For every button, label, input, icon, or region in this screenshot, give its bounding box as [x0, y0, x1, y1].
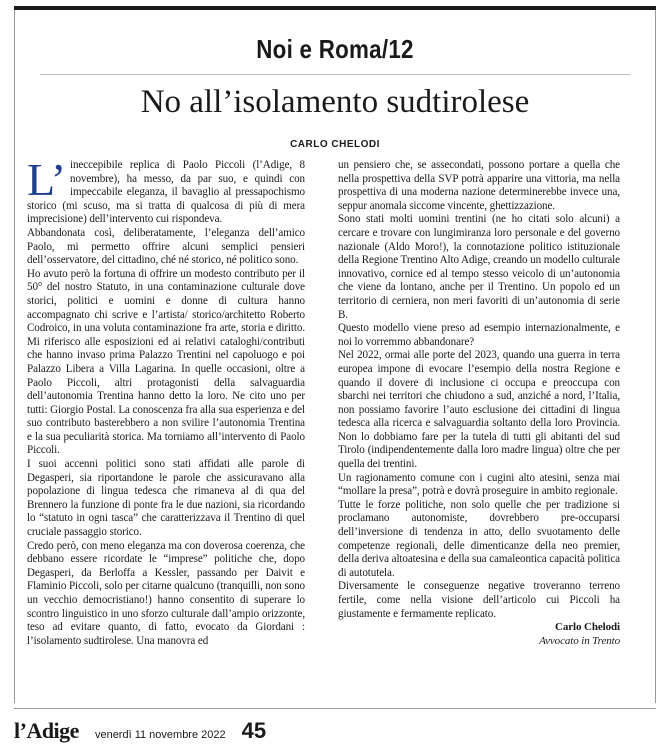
drop-cap: L’	[27, 154, 66, 205]
paragraph-text: ineccepibile replica di Paolo Piccoli (l’Adige, 8 novembre), ha messo, da par suo, e quindi con impeccabile eleganza, il bavaglio al pressapochismo storico (mi scuso, ma si tratta di qualcosa di più di mera imprecisione) dell’intervento cui rispondeva.	[27, 159, 305, 226]
author-role: Avvocato in Trento	[539, 634, 620, 647]
paragraph: Diversamente le conseguenze negative troveranno terreno fertile, come nella visione dell’articolo cui Piccoli ha giustamente e fermamente replicato.	[338, 580, 620, 620]
paragraph: Un ragionamento comune con i cugini alto atesini, senza mai “mollare la presa”, potrà e dovrà proseguire in ambito regionale.	[338, 471, 620, 498]
page-number: 45	[241, 718, 267, 743]
byline: CARLO CHELODI	[290, 139, 380, 150]
section-kicker: Noi e Roma/12	[256, 34, 414, 64]
paragraph: Tutte le forze politiche, non solo quelle che per tradizione si proclamano autonomiste, dovrebbero pre-occuparsi dell’inversione di tendenza in atto, dello svuotamento delle competenze regionali, delle dimenticanze della neo premier, della deriva altoatesina e della sua camaleontica capacità politica di autotutela.	[338, 498, 620, 579]
issue-date: venerdì 11 novembre 2022	[94, 729, 226, 741]
paragraph: Credo però, con meno eleganza ma con doverosa coerenza, che debbano essere ricordate le “imprese” politiche che, dopo Degasperi, da Berloffa a Kessler, passando per Daivit e Flaminio Piccoli, solo per citarne qualcuno (tranquilli, non sono un vecchio democristiano!) hanno consentito di superare lo scontro linguistico in uno sforzo culturale dall’ampio orizzonte, teso ad evitare quanto, di fatto, evocato da Giordani : l’isolamento sudtirolese. Una manovra ed	[27, 539, 305, 647]
paragraph	[27, 154, 305, 227]
article-column-left	[27, 154, 305, 648]
footer-rule	[14, 708, 656, 709]
paragraph: I suoi accenni politici sono stati affidati alle parole di Degasperi, sia riportandone le parole che assicuravano alla popolazione di lingua tedesca che rimaneva al di qua del Brennero la funzione di ponte fra le due nazioni, sia ricordando lo “statuto in ogni tasca” che caratterizzava il Trentino di quel cruciale passaggio storico.	[27, 458, 305, 539]
paragraph: Abbandonata così, deliberatamente, l’eleganza dell’amico Paolo, mi permetto offrire alcuni semplici pensieri dell’osservatore, del cittadino, ché né storico, né politico sono.	[27, 226, 305, 267]
paragraph: Questo modello viene preso ad esempio internazionalmente, e noi lo vorremmo abbandonare?	[338, 322, 620, 348]
kicker-divider	[40, 74, 630, 75]
paragraph: Ho avuto però la fortuna di offrire un modesto contributo per il 50° del nostro Statuto, in una contaminazione culturale dove storici, politici e uomini e donne di cultura hanno accompagnato chi scrive e l’artista/ storico/architetto Roberto Codroico, in una voluta contaminazione fra arte, storia e diritto. Mi riferisco alle esposizioni ed ai relativi cataloghi/contributi che hanno invaso prima Palazzo Trentini nel capoluogo e poi Palazzo Libera a Villa Lagarina. In quelle occasioni, oltre a Paolo Piccoli, altri protagonisti della salvaguardia dell’autonomia Trentina hanno detto la loro. Ne cito uno per tutti: Giorgio Postal. La conoscenza fra alla sua esperienza e del suo contributo basterebbero a non svilire l’autonomia Trentina e la sua peculiarità storica. Ma torniamo all’intervento di Paolo Piccoli.	[27, 267, 305, 457]
page-footer	[14, 718, 266, 744]
paragraph: un pensiero che, se assecondati, possono portare a quella che nella prospettiva della SVP potrà apparire una vittoria, ma nella prospettiva di una moderna nazione determinerebbe invece una, seppur anomala siccome vincente, ghettizzazione.	[338, 159, 620, 212]
paragraph: Sono stati molti uomini trentini (ne ho citati solo alcuni) a cercare e trovare con lungimiranza loro personale e del governo nazionale (Aldo Moro!), la connotazione politico istituzionale della Regione Trentino Alto Adige, creando un modello culturale innovativo, cornice ed al tempo stesso veicolo di un’autonomia che viene da lontano, anche per il Trentino. Un popolo ed un territorio di cerniera, non meri favoriti di un’autonomia di serie B.	[338, 213, 620, 321]
author-signature: Carlo Chelodi	[554, 621, 620, 634]
headline: No all’isolamento sudtirolese	[140, 84, 530, 120]
article-column-right	[338, 159, 620, 648]
paragraph: Nel 2022, ormai alle porte del 2023, quando una guerra in terra europea impone di evocare l’esempio della nostra Regione e quando il dovere di inclusione ci occupa e preoccupa con sbarchi nei territori che chiudono a sud, anziché a nord, l’Italia, non possiamo favorire l’auto esclusione dei cittadini di lingua tedesca alla ricerca e salvaguardia soltanto della loro Provincia. Non lo dobbiamo fare per la tutela di tutti gli abitanti del sud Tirolo (indipendentemente dalla loro madre lingua) oltre che per quella dei trentini.	[338, 349, 620, 471]
newspaper-name: l’Adige	[14, 718, 79, 743]
